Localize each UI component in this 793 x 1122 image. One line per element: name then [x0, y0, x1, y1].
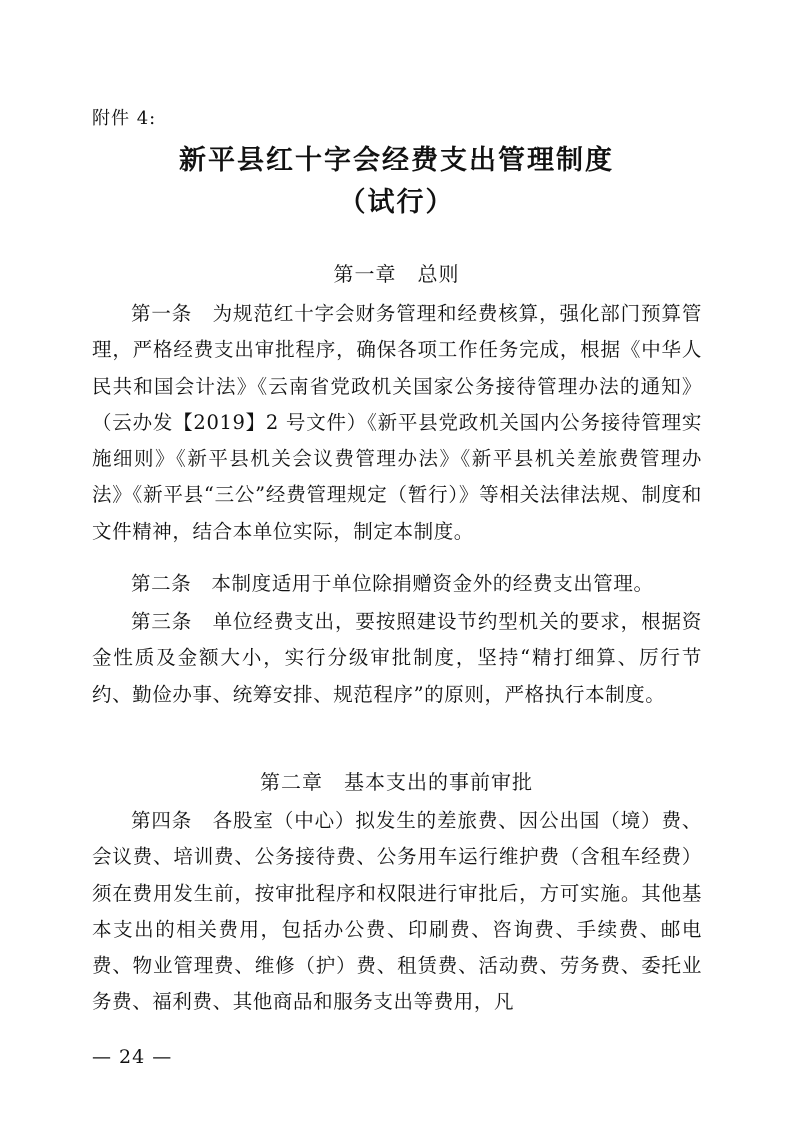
- document-subtitle: （试行）: [338, 187, 455, 218]
- article-paragraph-3: 第三条 单位经费支出，要按照建设节约型机关的要求，根据资金性质及金额大小，实行分级审批制度，坚持“精打细算、厉行节约、勤俭办事、统筹安排、规范程序”的原则，严格执行本制度。: [92, 610, 702, 706]
- attachment-label: 附件 4:: [92, 108, 157, 129]
- document-title: 新平县红十字会经费支出管理制度: [179, 145, 614, 176]
- page-number: — 24 —: [92, 1046, 173, 1068]
- article-paragraph-4: 第四条 各股室（中心）拟发生的差旅费、因公出国（境）费、会议费、培训费、公务接待费、公务用车运行维护费（含租车经费）须在费用发生前，按审批程序和权限进行审批后，方可实施。其他基本支出的相关费用，包括办公费、印刷费、咨询费、手续费、邮电费、物业管理费、维修（护）费、租赁费、活动费、劳务费、委托业务费、福利费、其他商品和服务支出等费用，凡: [92, 809, 702, 1014]
- article-paragraph-1: 第一条 为规范红十字会财务管理和经费核算，强化部门预算管理，严格经费支出审批程序，确保各项工作任务完成，根据《中华人民共和国会计法》《云南省党政机关国家公务接待管理办法的通知》（云办发【2019】2 号文件）《新平县党政机关国内公务接待管理实施细则》《新平县机关会议费管理办法》《新平县机关差旅费管理办法》《新平县“三公”经费管理规定（暂行）》等相关法律法规、制度和文件精神，结合本单位实际，制定本制度。: [92, 302, 702, 543]
- chapter-heading-1: 第一章 总则: [333, 262, 460, 286]
- chapter-heading-2: 第二章 基本支出的事前审批: [260, 770, 533, 794]
- article-paragraph-2: 第二条 本制度适用于单位除捐赠资金外的经费支出管理。: [131, 572, 654, 595]
